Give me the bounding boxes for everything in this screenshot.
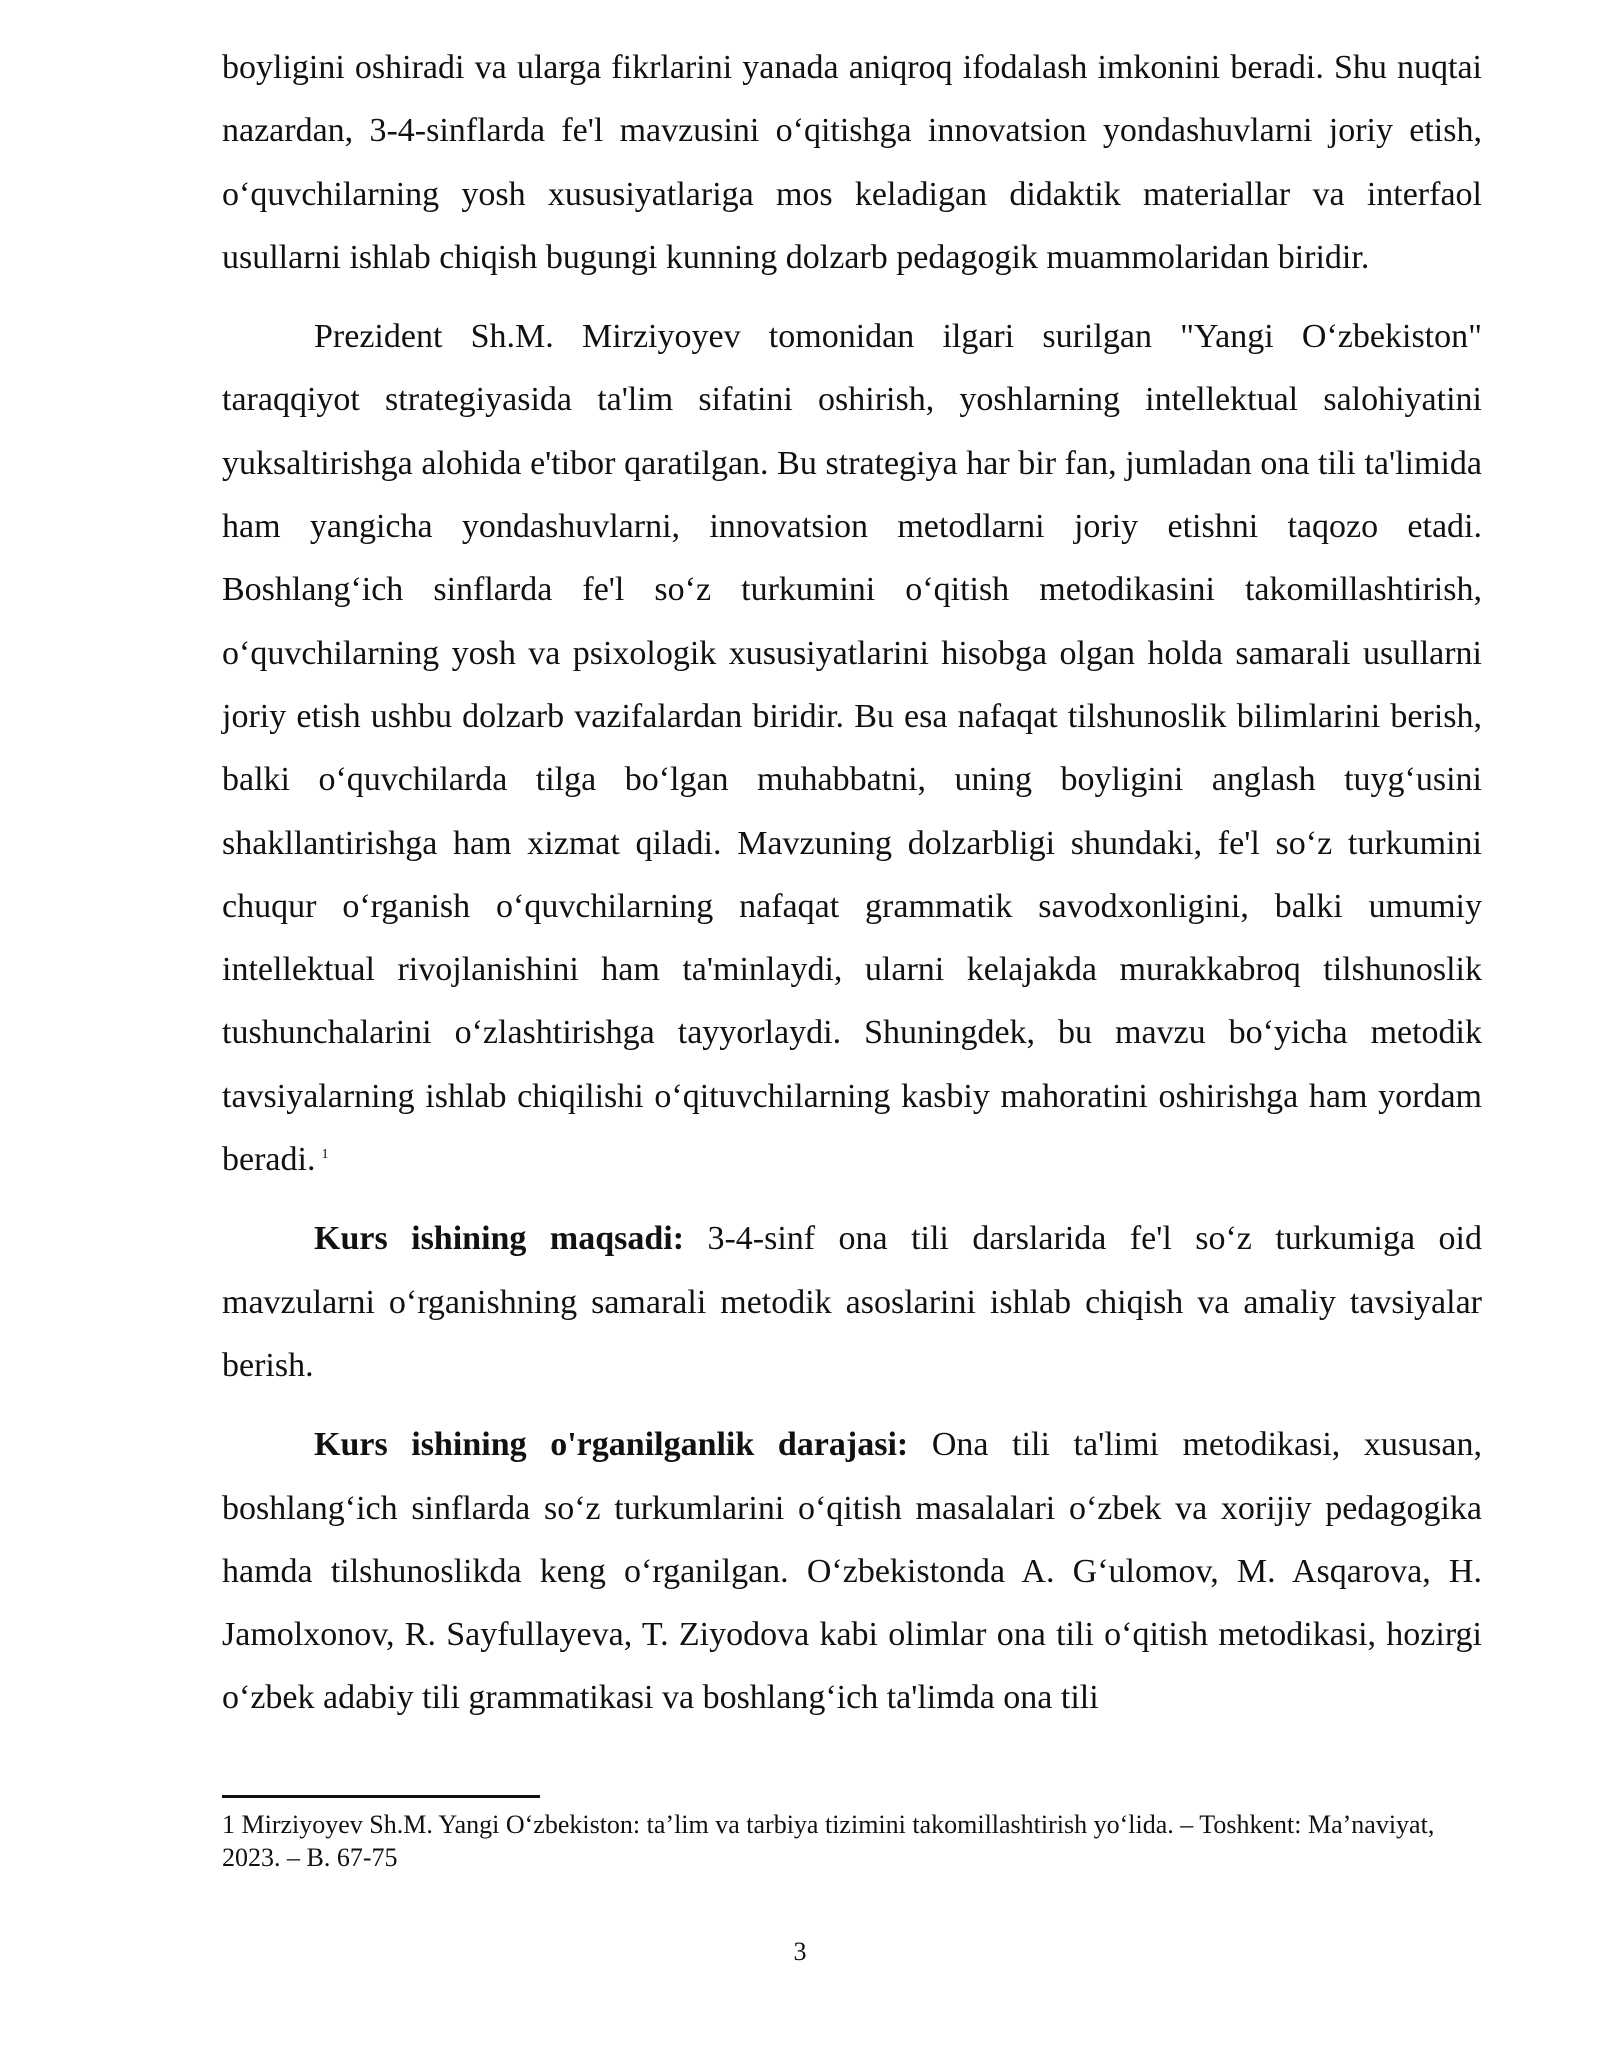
purpose-text: 3-4-sinf ona tili darslarida fe'l so‘z turkumiga oid mavzularni o‘rganishning samarali metodik asoslarini ishlab chiqish va amaliy tavsiyalar berish. [222,1220,1482,1384]
paragraph-strategy-text: Prezident Sh.M. Mirziyoyev tomonidan ilgari surilgan "Yangi O‘zbekiston" taraqqiyot strategiyasida ta'lim sifatini oshirish, yoshlarning intellektual salohiyatini yuksaltirishga alohida e'tibor qaratilgan. Bu strategiya har bir fan, jumladan ona tili ta'limida ham yangicha yondashuvlarni, innovatsion metodlarni joriy etishni taqozo etadi. Boshlang‘ich sinflarda fe'l so‘z turkumini o‘qitish metodikasini takomillashtirish, o‘quvchilarning yosh va psixologik xususiyatlarini hisobga olgan holda samarali usullarni joriy etish ushbu dolzarb vazifalardan biridir. Bu esa nafaqat tilshunoslik bilimlarini berish, balki o‘quvchilarda tilga bo‘lgan muhabbatni, uning boyligini anglash tuyg‘usini shakllantirishga ham xizmat qiladi. Mavzuning dolzarbligi shundaki, fe'l so‘z turkumini chuqur o‘rganish o‘quvchilarning nafaqat grammatik savodxonligini, balki umumiy intellektual rivojlanishini ham ta'minlaydi, ularni kelajakda murakkabroq tilshunoslik tushunchalarini o‘zlashtirishga tayyorlaydi. Shuningdek, bu mavzu bo‘yicha metodik tavsiyalarning ishlab chiqilishi o‘qituvchilarning kasbiy mahoratini oshirishga ham yordam beradi. [222,318,1482,1179]
paragraph-strategy [222,305,1482,1191]
study-level-text: Ona tili ta'limi metodikasi, xususan, boshlang‘ich sinflarda so‘z turkumlarini o‘qitish masalalari o‘zbek va xorijiy pedagogika hamda tilshunoslikda keng o‘rganilgan. O‘zbekistonda A. G‘ulomov, M. Asqarova, H. Jamolxonov, R. Sayfullayeva, T. Ziyodova kabi olimlar ona tili o‘qitish metodikasi, hozirgi o‘zbek adabiy tili grammatikasi va boshlang‘ich ta'limda ona tili [222,1426,1482,1717]
page-number: 3 [793,1937,807,1966]
study-level-heading: Kurs ishining o'rganilganlik darajasi: [314,1426,909,1464]
footnote-separator [222,1795,540,1798]
footnote: 1 Mirziyoyev Sh.M. Yangi O‘zbekiston: ta’lim va tarbiya tizimini takomillashtirish yo‘lida. – Toshkent: Ma’naviyat, 2023. – B. 67-75 [222,1810,1435,1872]
paragraph-purpose [222,1207,1482,1397]
paragraph-continuation: boyligini oshiradi va ularga fikrlarini yanada aniqroq ifodalash imkonini beradi. Shu nuqtai nazardan, 3-4-sinflarda fe'l mavzusini o‘qitishga innovatsion yondashuvlarni joriy etish, o‘quvchilarning yosh xususiyatlariga mos keladigan didaktik materiallar va interfaol usullarni ishlab chiqish bugungi kunning dolzarb pedagogik muammolaridan biridir. [222,49,1482,276]
footnote-reference[interactable]: 1 [321,1146,329,1162]
document-body [222,36,1482,1730]
paragraph-study-level [222,1413,1482,1729]
purpose-heading: Kurs ishining maqsadi: [314,1220,685,1258]
